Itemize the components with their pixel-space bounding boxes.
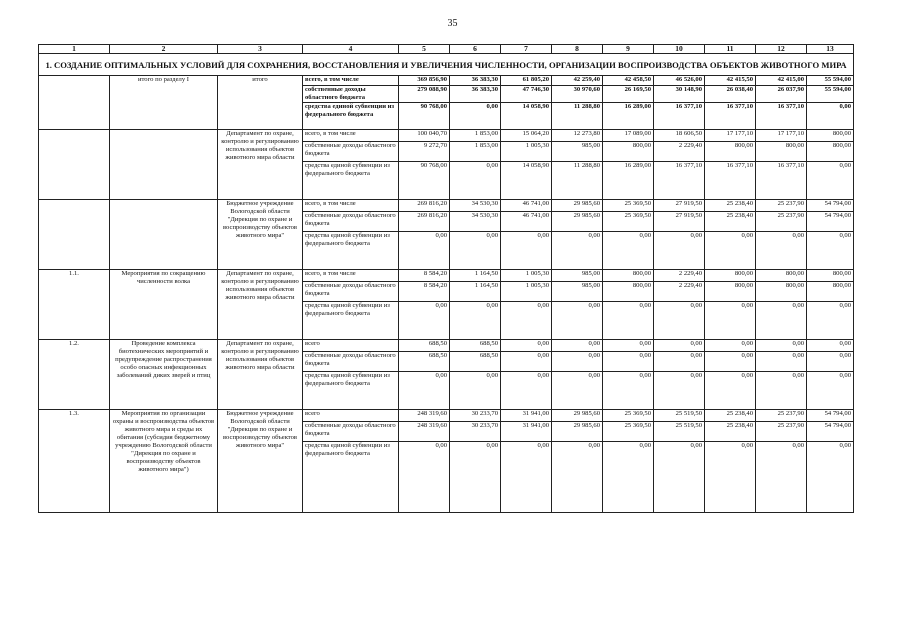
amount-cell: 31 941,00 [501,410,552,422]
amount-cell: 0,00 [654,302,705,340]
amount-cell: 25 238,40 [705,212,756,232]
column-number-row [39,45,854,54]
funding-source-cell: всего, в том числе [303,200,399,212]
amount-cell: 8 584,20 [399,282,450,302]
amount-cell: 90 768,00 [399,162,450,200]
amount-cell: 11 288,80 [552,103,603,130]
amount-cell: 800,00 [756,270,807,282]
amount-cell: 0,00 [705,352,756,372]
amount-cell: 26 037,90 [756,86,807,103]
amount-cell: 279 088,90 [399,86,450,103]
item-number-cell [39,76,110,130]
table-row [39,410,854,422]
amount-cell: 0,00 [807,442,854,513]
amount-cell: 25 519,50 [654,422,705,442]
amount-cell: 25 237,90 [756,212,807,232]
executor-cell: Бюджетное учреждение Вологодской области "Дирекция по охране и воспроизводству объектов животного мира" [218,410,303,513]
amount-cell: 25 369,50 [603,200,654,212]
amount-cell: 1 005,30 [501,142,552,162]
amount-cell: 12 273,80 [552,130,603,142]
item-number-cell [39,200,110,270]
amount-cell: 0,00 [450,442,501,513]
amount-cell: 800,00 [603,282,654,302]
amount-cell: 985,00 [552,142,603,162]
amount-cell: 0,00 [807,103,854,130]
amount-cell: 16 377,10 [654,162,705,200]
column-number-cell: 5 [399,45,450,54]
amount-cell: 0,00 [705,232,756,270]
amount-cell: 0,00 [807,162,854,200]
amount-cell: 46 741,00 [501,200,552,212]
amount-cell: 0,00 [654,352,705,372]
amount-cell: 25 237,90 [756,410,807,422]
column-number-cell: 2 [110,45,218,54]
amount-cell: 54 794,00 [807,410,854,422]
activity-name-cell: Мероприятия по организации охраны и воспроизводства объектов животного мира и среды их обитания (субсидия бюджетному учреждению Вологодской области "Дирекция по охране и воспроизводству объектов животного мира") [110,410,218,513]
amount-cell: 25 369,50 [603,422,654,442]
activity-name-cell: Проведение комплекса биотехнических мероприятий и предупреждение распространения особо опасных инфекционных заболеваний диких зверей и птиц [110,340,218,410]
amount-cell: 0,00 [552,352,603,372]
amount-cell: 0,00 [603,340,654,352]
funding-source-cell: средства единой субвенции из федерального бюджета [303,103,399,130]
amount-cell: 55 594,00 [807,76,854,86]
activity-name-cell: итого по разделу I [110,76,218,130]
amount-cell: 0,00 [399,442,450,513]
amount-cell: 269 816,20 [399,212,450,232]
funding-source-cell: собственные доходы областного бюджета [303,282,399,302]
amount-cell: 42 259,40 [552,76,603,86]
amount-cell: 688,50 [399,340,450,352]
amount-cell: 248 319,60 [399,410,450,422]
amount-cell: 25 238,40 [705,410,756,422]
amount-cell: 2 229,40 [654,282,705,302]
amount-cell: 985,00 [552,282,603,302]
amount-cell: 34 530,30 [450,200,501,212]
amount-cell: 17 177,10 [705,130,756,142]
amount-cell: 100 040,70 [399,130,450,142]
amount-cell: 27 919,50 [654,212,705,232]
amount-cell: 15 064,20 [501,130,552,142]
amount-cell: 26 169,50 [603,86,654,103]
funding-source-cell: собственные доходы областного бюджета [303,142,399,162]
amount-cell: 800,00 [807,130,854,142]
column-number-cell: 12 [756,45,807,54]
amount-cell: 1 164,50 [450,270,501,282]
amount-cell: 0,00 [705,372,756,410]
amount-cell: 36 383,30 [450,86,501,103]
table-row [39,130,854,142]
amount-cell: 0,00 [654,442,705,513]
amount-cell: 0,00 [756,302,807,340]
amount-cell: 90 768,00 [399,103,450,130]
amount-cell: 248 319,60 [399,422,450,442]
column-number-cell: 9 [603,45,654,54]
amount-cell: 1 005,30 [501,282,552,302]
amount-cell: 30 233,70 [450,422,501,442]
item-number-cell: 1.1. [39,270,110,340]
amount-cell: 0,00 [450,162,501,200]
amount-cell: 0,00 [807,372,854,410]
item-number-cell: 1.2. [39,340,110,410]
amount-cell: 688,50 [450,340,501,352]
amount-cell: 25 238,40 [705,200,756,212]
amount-cell: 11 288,80 [552,162,603,200]
funding-source-cell: всего, в том числе [303,270,399,282]
amount-cell: 1 164,50 [450,282,501,302]
funding-source-cell: средства единой субвенции из федерального бюджета [303,232,399,270]
amount-cell: 54 794,00 [807,200,854,212]
table-row [39,270,854,282]
item-number-cell [39,130,110,200]
amount-cell: 800,00 [807,282,854,302]
amount-cell: 369 856,90 [399,76,450,86]
amount-cell: 47 746,30 [501,86,552,103]
funding-source-cell: собственные доходы областного бюджета [303,352,399,372]
amount-cell: 16 377,10 [756,162,807,200]
amount-cell: 800,00 [705,282,756,302]
amount-cell: 29 985,60 [552,212,603,232]
amount-cell: 16 377,10 [705,103,756,130]
amount-cell: 0,00 [807,302,854,340]
amount-cell: 0,00 [654,340,705,352]
amount-cell: 0,00 [501,372,552,410]
amount-cell: 42 415,00 [756,76,807,86]
amount-cell: 688,50 [450,352,501,372]
amount-cell: 0,00 [705,340,756,352]
amount-cell: 0,00 [756,340,807,352]
column-number-cell: 8 [552,45,603,54]
executor-cell: итого [218,76,303,130]
amount-cell: 30 970,60 [552,86,603,103]
amount-cell: 800,00 [603,142,654,162]
amount-cell: 25 369,50 [603,410,654,422]
funding-source-cell: собственные доходы областного бюджета [303,422,399,442]
amount-cell: 1 853,00 [450,130,501,142]
funding-source-cell: средства единой субвенции из федерального бюджета [303,162,399,200]
amount-cell: 25 237,90 [756,422,807,442]
amount-cell: 800,00 [807,270,854,282]
funding-source-cell: всего, в том числе [303,130,399,142]
amount-cell: 0,00 [603,352,654,372]
column-number-cell: 10 [654,45,705,54]
amount-cell: 46 741,00 [501,212,552,232]
amount-cell: 14 058,90 [501,103,552,130]
column-number-cell: 11 [705,45,756,54]
funding-source-cell: всего, в том числе [303,76,399,86]
amount-cell: 17 089,00 [603,130,654,142]
amount-cell: 29 985,60 [552,200,603,212]
amount-cell: 16 289,00 [603,162,654,200]
amount-cell: 54 794,00 [807,212,854,232]
amount-cell: 14 058,90 [501,162,552,200]
amount-cell: 27 919,50 [654,200,705,212]
amount-cell: 0,00 [501,232,552,270]
amount-cell: 0,00 [705,302,756,340]
amount-cell: 0,00 [807,352,854,372]
item-number-cell: 1.3. [39,410,110,513]
amount-cell: 0,00 [450,103,501,130]
amount-cell: 25 237,90 [756,200,807,212]
amount-cell: 985,00 [552,270,603,282]
amount-cell: 2 229,40 [654,270,705,282]
amount-cell: 0,00 [450,232,501,270]
amount-cell: 46 526,00 [654,76,705,86]
amount-cell: 0,00 [756,232,807,270]
amount-cell: 42 415,50 [705,76,756,86]
amount-cell: 25 519,50 [654,410,705,422]
activity-name-cell [110,130,218,200]
amount-cell: 26 038,40 [705,86,756,103]
amount-cell: 0,00 [501,340,552,352]
amount-cell: 0,00 [399,372,450,410]
funding-source-cell: средства единой субвенции из федерального бюджета [303,302,399,340]
column-number-cell: 7 [501,45,552,54]
amount-cell: 16 377,10 [654,103,705,130]
amount-cell: 0,00 [450,372,501,410]
amount-cell: 0,00 [807,340,854,352]
executor-cell: Бюджетное учреждение Вологодской области "Дирекция по охране и воспроизводству объектов животного мира" [218,200,303,270]
executor-cell: Департамент по охране, контролю и регулированию использования объектов животного мира области [218,130,303,200]
amount-cell: 0,00 [399,302,450,340]
amount-cell: 0,00 [552,302,603,340]
amount-cell: 2 229,40 [654,142,705,162]
amount-cell: 800,00 [756,142,807,162]
executor-cell: Департамент по охране, контролю и регулированию использования объектов животного мира области [218,270,303,340]
amount-cell: 30 148,90 [654,86,705,103]
amount-cell: 0,00 [552,442,603,513]
activity-name-cell [110,200,218,270]
amount-cell: 0,00 [807,232,854,270]
amount-cell: 0,00 [756,372,807,410]
executor-cell: Департамент по охране, контролю и регулированию использования объектов животного мира области [218,340,303,410]
amount-cell: 0,00 [603,372,654,410]
amount-cell: 31 941,00 [501,422,552,442]
amount-cell: 30 233,70 [450,410,501,422]
amount-cell: 0,00 [399,232,450,270]
amount-cell: 0,00 [501,302,552,340]
amount-cell: 29 985,60 [552,422,603,442]
amount-cell: 0,00 [501,442,552,513]
amount-cell: 800,00 [807,142,854,162]
table-row [39,200,854,212]
section-header-row [39,54,854,76]
amount-cell: 34 530,30 [450,212,501,232]
funding-source-cell: собственные доходы областного бюджета [303,212,399,232]
amount-cell: 800,00 [705,142,756,162]
page-number: 35 [447,18,458,29]
amount-cell: 0,00 [756,352,807,372]
amount-cell: 25 369,50 [603,212,654,232]
funding-source-cell: всего [303,410,399,422]
amount-cell: 0,00 [756,442,807,513]
table-row [39,340,854,352]
column-number-cell: 4 [303,45,399,54]
amount-cell: 269 816,20 [399,200,450,212]
amount-cell: 0,00 [552,232,603,270]
amount-cell: 800,00 [603,270,654,282]
column-number-cell: 6 [450,45,501,54]
amount-cell: 55 594,00 [807,86,854,103]
funding-source-cell: средства единой субвенции из федерального бюджета [303,372,399,410]
amount-cell: 1 853,00 [450,142,501,162]
amount-cell: 16 377,10 [705,162,756,200]
amount-cell: 17 177,10 [756,130,807,142]
column-number-cell: 13 [807,45,854,54]
amount-cell: 0,00 [603,442,654,513]
column-number-cell: 3 [218,45,303,54]
funding-source-cell: средства единой субвенции из федерального бюджета [303,442,399,513]
funding-source-cell: собственные доходы областного бюджета [303,86,399,103]
activity-name-cell: Мероприятия по сокращению численности волка [110,270,218,340]
amount-cell: 29 985,60 [552,410,603,422]
amount-cell: 25 238,40 [705,422,756,442]
table-row [39,76,854,86]
amount-cell: 8 584,20 [399,270,450,282]
amount-cell: 0,00 [501,352,552,372]
amount-cell: 0,00 [552,340,603,352]
amount-cell: 0,00 [450,302,501,340]
section-title: 1. СОЗДАНИЕ ОПТИМАЛЬНЫХ УСЛОВИЙ ДЛЯ СОХРАНЕНИЯ, ВОССТАНОВЛЕНИЯ И УВЕЛИЧЕНИЯ ЧИСЛЕННОСТИ, ОРГАНИЗАЦИИ ВОСПРОИЗВОДСТВА ОБЪЕКТОВ ЖИВОТНОГО МИРА [39,54,854,76]
budget-table [38,44,854,513]
amount-cell: 9 272,70 [399,142,450,162]
amount-cell: 0,00 [552,372,603,410]
amount-cell: 1 005,30 [501,270,552,282]
amount-cell: 0,00 [705,442,756,513]
amount-cell: 16 289,00 [603,103,654,130]
amount-cell: 54 794,00 [807,422,854,442]
amount-cell: 61 805,20 [501,76,552,86]
amount-cell: 0,00 [603,302,654,340]
column-number-cell: 1 [39,45,110,54]
amount-cell: 0,00 [654,372,705,410]
amount-cell: 800,00 [756,282,807,302]
funding-source-cell: всего [303,340,399,352]
amount-cell: 18 606,50 [654,130,705,142]
amount-cell: 16 377,10 [756,103,807,130]
amount-cell: 800,00 [705,270,756,282]
amount-cell: 0,00 [603,232,654,270]
amount-cell: 688,50 [399,352,450,372]
amount-cell: 42 458,50 [603,76,654,86]
amount-cell: 36 383,30 [450,76,501,86]
amount-cell: 0,00 [654,232,705,270]
